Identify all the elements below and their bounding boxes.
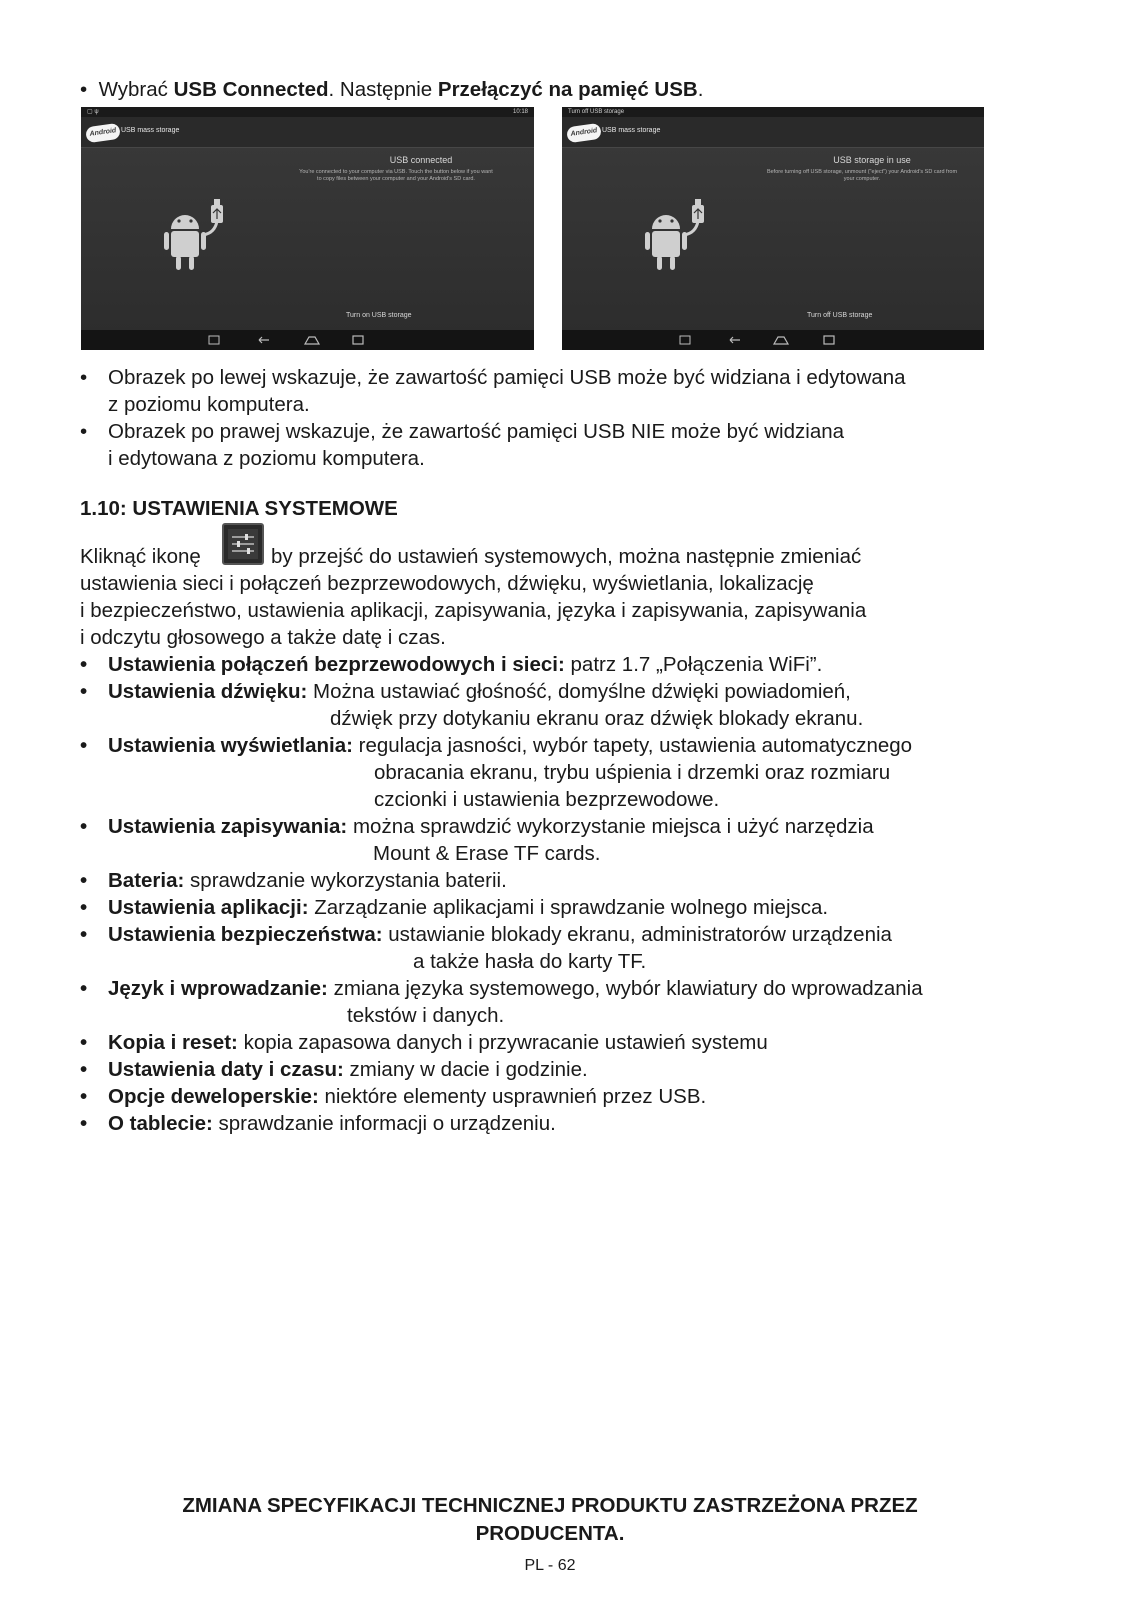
item-text: zmiana języka systemowego, wybór klawiatury do wprowadzania xyxy=(327,977,923,1000)
note-line: z poziomu komputera. xyxy=(108,393,310,416)
item-text: można sprawdzić wykorzystanie miejsca i użyć narzędzia xyxy=(347,815,874,838)
bullet: • xyxy=(80,1112,88,1135)
item-text-cont: dźwięk przy dotykaniu ekranu oraz dźwięk blokady ekranu. xyxy=(330,707,864,730)
item-label: Ustawienia wyświetlania: xyxy=(108,734,353,757)
screenshot-icon xyxy=(209,336,219,344)
intro-text: Wybrać xyxy=(98,78,174,101)
section-line: i odczytu głosowego a także datę i czas. xyxy=(80,626,446,649)
turn-on-usb-storage-button[interactable]: Turn on USB storage xyxy=(346,312,412,319)
item-label: Ustawienia połączeń bezprzewodowych i sieci: xyxy=(108,653,565,676)
screen-heading: USB storage in use xyxy=(833,155,911,165)
item-label: Ustawienia bezpieczeństwa: xyxy=(108,923,383,946)
screen-heading: USB connected xyxy=(389,155,453,165)
screenshot-icon xyxy=(680,336,690,344)
app-title: USB mass storage xyxy=(602,127,661,134)
item-label: Opcje deweloperskie: xyxy=(108,1085,319,1108)
bullet: • xyxy=(80,977,88,1000)
action-bar xyxy=(562,117,984,148)
bullet: • xyxy=(80,653,88,676)
notification-icons: ▢ ψ xyxy=(87,109,99,115)
desc-line: You're connected to your computer via USB. Touch the button below if you want xyxy=(299,169,493,175)
item-label: Ustawienia aplikacji: xyxy=(108,896,309,919)
intro-bold-usb-connected: USB Connected xyxy=(173,78,329,101)
back-icon xyxy=(730,337,740,343)
status-note: Turn off USB storage xyxy=(568,109,625,115)
android-usb-icon xyxy=(163,199,233,279)
intro-bold-switch: Przełączyć na pamięć USB xyxy=(437,78,698,101)
status-bar xyxy=(562,107,984,117)
bullet: • xyxy=(80,366,88,389)
item-label: Kopia i reset: xyxy=(108,1031,238,1054)
item-text: sprawdzanie wykorzystania baterii. xyxy=(184,869,507,892)
bullet: • xyxy=(80,896,88,919)
recent-apps-icon xyxy=(353,336,363,344)
notice-line: ZMIANA SPECYFIKACJI TECHNICZNEJ PRODUKTU ZASTRZEŻONA PRZEZ xyxy=(182,1494,918,1517)
specification-notice xyxy=(0,1492,1100,1548)
android-usb-icon xyxy=(644,199,714,279)
app-title: USB mass storage xyxy=(121,127,180,134)
status-time: 10:18 xyxy=(512,109,528,115)
recent-apps-icon xyxy=(824,336,834,344)
item-text-cont: tekstów i danych. xyxy=(347,1004,505,1027)
item-text: niektóre elementy usprawnień przez USB. xyxy=(318,1085,707,1108)
screen-description xyxy=(281,169,511,183)
item-text: kopia zapasowa danych i przywracanie ustawień systemu xyxy=(237,1031,768,1054)
action-bar xyxy=(81,117,534,148)
turn-off-usb-storage-button[interactable]: Turn off USB storage xyxy=(807,312,873,319)
note-line: Obrazek po prawej wskazuje, że zawartość pamięci USB NIE może być widziana xyxy=(108,420,845,443)
section-line: ustawienia sieci i połączeń bezprzewodowych, dźwięku, wyświetlania, lokalizację xyxy=(80,572,814,595)
home-icon xyxy=(774,337,788,344)
item-text: patrz 1.7 „Połączenia WiFi”. xyxy=(564,653,823,676)
bullet: • xyxy=(80,923,88,946)
settings-icon xyxy=(222,523,264,565)
nav-buttons xyxy=(562,330,984,350)
item-text: regulacja jasności, wybór tapety, ustawienia automatycznego xyxy=(352,734,913,757)
item-text: Można ustawiać głośność, domyślne dźwięki powiadomień, xyxy=(307,680,851,703)
android-logo: Android xyxy=(85,123,121,144)
section-title: 1.10: USTAWIENIA SYSTEMOWE xyxy=(80,497,398,520)
item-text: ustawianie blokady ekranu, administratorów urządzenia xyxy=(382,923,892,946)
screenshot-usb-connected xyxy=(81,107,534,350)
home-icon xyxy=(305,337,319,344)
bullet: • xyxy=(80,869,88,892)
section-line: i bezpieczeństwo, ustawienia aplikacji, zapisywania, języka i zapisywania, zapisywania xyxy=(80,599,867,622)
desc-line: to copy files between your computer and your Android's SD card. xyxy=(317,176,475,182)
screen-description xyxy=(747,169,977,183)
item-text: Zarządzanie aplikacjami i sprawdzanie wolnego miejsca. xyxy=(308,896,829,919)
screenshot-usb-in-use xyxy=(562,107,984,350)
item-text-cont: Mount & Erase TF cards. xyxy=(373,842,601,865)
bullet: • xyxy=(80,78,88,101)
bullet: • xyxy=(80,1085,88,1108)
note-line: i edytowana z poziomu komputera. xyxy=(108,447,425,470)
item-label: Ustawienia dźwięku: xyxy=(108,680,308,703)
item-text-cont: a także hasła do karty TF. xyxy=(413,950,647,973)
page-number: PL - 62 xyxy=(524,1557,576,1574)
item-text-cont: czcionki i ustawienia bezprzewodowe. xyxy=(374,788,720,811)
section-intro-pre: Kliknąć ikonę xyxy=(80,545,201,568)
bullet: • xyxy=(80,734,88,757)
bullet: • xyxy=(80,815,88,838)
notice-line: PRODUCENTA. xyxy=(475,1522,625,1545)
sliders-icon xyxy=(228,529,258,559)
desc-line: Before turning off USB storage, unmount ("eject") your Android's SD card from xyxy=(766,169,958,175)
nav-bar xyxy=(562,330,984,350)
item-text: zmiany w dacie i godzinie. xyxy=(343,1058,588,1081)
intro-text-end: . xyxy=(697,78,704,101)
nav-buttons xyxy=(81,330,534,350)
status-bar xyxy=(81,107,534,117)
item-label: Bateria: xyxy=(108,869,185,892)
bullet: • xyxy=(80,1031,88,1054)
section-intro-post: by przejść do ustawień systemowych, można następnie zmieniać xyxy=(271,545,862,568)
android-logo: Android xyxy=(566,123,602,144)
item-label: Język i wprowadzanie: xyxy=(108,977,328,1000)
bullet: • xyxy=(80,1058,88,1081)
bullet: • xyxy=(80,420,88,443)
item-text: sprawdzanie informacji o urządzeniu. xyxy=(212,1112,556,1135)
intro-text-mid: . Następnie xyxy=(328,78,438,101)
back-icon xyxy=(259,337,269,343)
item-text-cont: obracania ekranu, trybu uśpienia i drzemki oraz rozmiaru xyxy=(374,761,891,784)
intro-instruction xyxy=(80,76,703,103)
item-label: Ustawienia daty i czasu: xyxy=(108,1058,344,1081)
item-label: Ustawienia zapisywania: xyxy=(108,815,348,838)
nav-bar xyxy=(81,330,534,350)
bullet: • xyxy=(80,680,88,703)
desc-line: your computer. xyxy=(843,176,881,182)
note-line: Obrazek po lewej wskazuje, że zawartość pamięci USB może być widziana i edytowana xyxy=(108,366,906,389)
item-label: O tablecie: xyxy=(108,1112,213,1135)
